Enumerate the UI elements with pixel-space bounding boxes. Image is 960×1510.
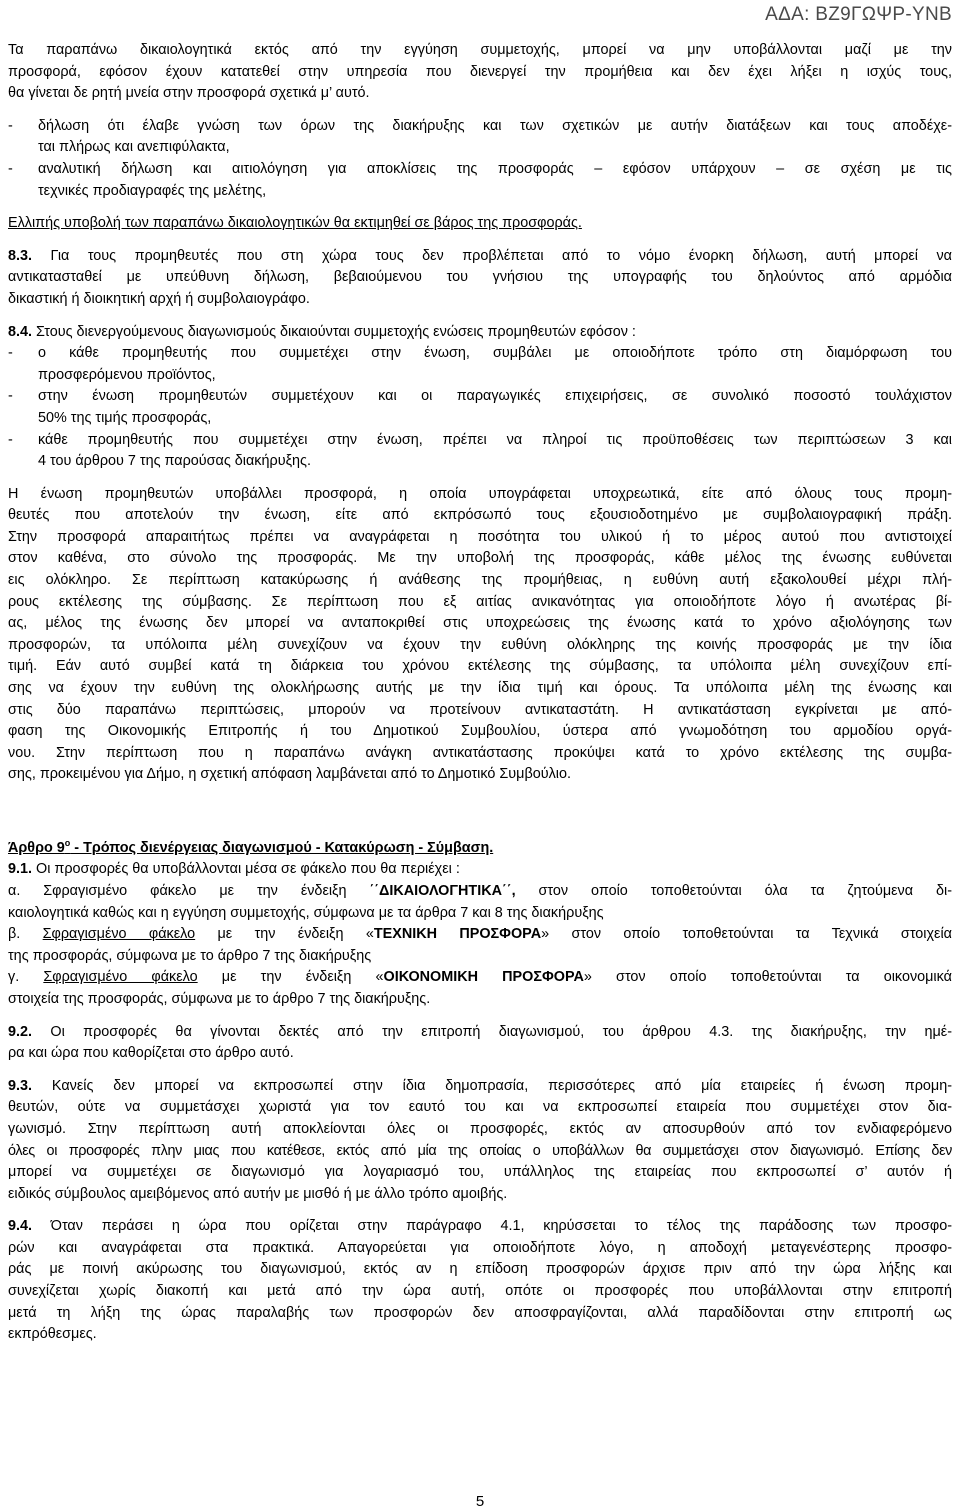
text-line: Κανείς δεν μπορεί να εκπροσωπεί στην ίδια δημοπρασία, περισσότερες από μία εταιρείες ή ένωση προμη-	[32, 1077, 952, 1094]
text-line: σης να έχουν την ευθύνη της ολοκλήρωσης αυτής με την ίδια τιμή και όρους. Τα υπόλοιπα μέλη της ένωσης και	[8, 680, 952, 697]
text-line: Οι προσφορές θα γίνονται δεκτές από την επιτροπή διαγωνισμού, του άρθρου 4.3. της διακήρυξης, την ημέ-	[32, 1023, 952, 1040]
text-line: φαση της Οικονομικής Επιτροπής ή του Δημοτικού Συμβουλίου, ύστερα από γνωμοδότηση του αρμοδίου οργά-	[8, 723, 952, 740]
ada-code: ΑΔΑ: ΒΖ9ΓΩΨΡ-ΥΝΒ	[765, 4, 952, 25]
text-line: προσφορών, τα υπόλοιπα μέλη συνεχίζουν να έχουν την ευθύνη ολόκληρης της κοινής προσφοράς με την ίδια	[8, 636, 952, 653]
section-9-4	[8, 1216, 952, 1346]
text-line: ράς με ποινή ακύρωσης του διαγωνισμού, εκτός αν η επίδοση προσφορών άρχισε πριν από την ώρα λήξης και	[8, 1261, 952, 1278]
section-number: 9.1.	[8, 861, 33, 878]
text-line: όλες οι προσφορές πλην μιας που κατέθεσε, εκτός από μία της οποίας ο υποβάλλων θα συμμετάσχει στον διαγωνισμό. Επίσης δεν	[8, 1142, 952, 1159]
text-line: ο κάθε προμηθευτής που συμμετέχει στην ένωση, συμβάλει με οποιοδήποτε τρόπο στη διαμόρφωση του	[38, 345, 952, 362]
section-number: 9.2.	[8, 1023, 33, 1040]
text-line: τεχνικές προδιαγραφές της μελέτης,	[38, 182, 267, 199]
section-number: 8.3.	[8, 247, 33, 264]
text-line: της προσφοράς, σύμφωνα με το άρθρο 7 της διακήρυξης	[8, 947, 372, 964]
union-paragraph	[8, 484, 952, 786]
article-title: Άρθρο $9^o$ - Τρόπος διενέργειας διαγωνισμού - Κατακύρωση - Σύμβαση.	[8, 838, 494, 856]
text-line: Τα παραπάνω δικαιολογητικά εκτός από την εγγύηση συμμετοχής, μπορεί να μην υποβάλλονται μαζί με την	[8, 42, 952, 58]
list-item	[8, 430, 952, 473]
section-9-3	[8, 1076, 952, 1206]
section-8-4	[8, 322, 952, 473]
text-line: Η ένωση προμηθευτών υποβάλλει προσφορά, η οποία υπογράφεται υποχρεωτικά, είτε από όλους τους προμη-	[8, 485, 952, 502]
list-item	[8, 116, 952, 159]
text-line: ειδικός σύμβουλος αμειβόμενος από αυτήν με μισθό ή με άλλο τρόπο αμοιβής.	[8, 1185, 508, 1202]
text-line: θευτών, ούτε να συμμετάσχει χωριστά για τον εαυτό του και να εκπροσωπεί εταιρεία που συμμετέχει στον δια-	[8, 1099, 952, 1116]
article-9	[8, 833, 952, 1346]
text-line: μετά τη λήξη της ώρας παραλαβής των προσφορών δεν αποσφραγίζονται, αλλά παραδίδονται στην επιτροπή ως	[8, 1304, 952, 1321]
text-line: γωνισμό. Στην περίπτωση αυτή αποκλείονται όλες οι προσφορές, εκτός αν αποσυρθούν από τον ενδιαφερόμενο	[8, 1120, 952, 1137]
text-line: στην ένωση προμηθευτών συμμετέχουν και οι παραγωγικές επιχειρήσεις, σε συνολικό ποσοστό τουλάχιστον	[38, 388, 952, 405]
intro-paragraph	[8, 40, 952, 105]
text-line: ρους εκτέλεσης της σύμβασης. Σε περίπτωση που εξ αιτίας ανικανότητας για οποιοδήποτε λόγο ή ανωτέρας βί-	[8, 593, 952, 610]
text-line: μπορεί να συμμετέχει σε διαγωνισμό για λογαριασμό του, υπάλληλος της εταιρείας που εκπροσωπεί σ’ αυτόν ή	[8, 1164, 952, 1181]
list-item	[8, 343, 952, 386]
text-line: προσφορά, εφόσον έχουν κατατεθεί στην υπηρεσία που διενεργεί την προμήθεια και δεν έχει λήξει η ισχύς τους,	[8, 63, 952, 80]
text-line: Όταν περάσει η ώρα που ορίζεται στην παράγραφο 4.1, κηρύσσεται το τέλος της παράδοσης των προσφο-	[32, 1218, 952, 1235]
list-item	[8, 159, 952, 202]
text-line: καιολογητικά καθώς και η εγγύηση συμμετοχής, σύμφωνα με τα άρθρα 7 και 8 της διακήρυξης	[8, 904, 604, 921]
text-line: στοιχεία της προσφοράς, σύμφωνα με το άρθρο 7 της διακήρυξης.	[8, 990, 431, 1007]
text-line: στον καθένα, στο σύνολο της προσφοράς. Με την υποβολή της προσφοράς, κάθε μέλος της ένωσης ευθύνεται	[8, 550, 952, 567]
section-number: 9.4.	[8, 1218, 33, 1235]
text-line: εκπρόθεσμες.	[8, 1326, 97, 1343]
list-item	[8, 386, 952, 429]
envelope-c: γ. Σφραγισμένο φάκελο με την ένδειξη «ΟΙΚΟΝΟΜΙΚΗ ΠΡΟΣΦΟΡΑ» στον οποίο τοποθετούνται τα οικονομικά	[8, 969, 952, 986]
list-dash: -	[8, 160, 13, 177]
text-line: ρα και ώρα που καθορίζεται στο άρθρο αυτό.	[8, 1045, 294, 1062]
declarations-list	[8, 116, 952, 202]
text-line: αναλυτική δήλωση και αιτιολόγηση για αποκλίσεις της προσφοράς – εφόσον υπάρχουν – σε σχέση με τις	[38, 160, 952, 177]
text-line: Οι προσφορές θα υποβάλλονται μέσα σε φάκελο που θα περιέχει :	[32, 861, 460, 878]
text-line: 50% της τιμής προσφοράς,	[38, 409, 212, 426]
text-line: προσφερόμενου προϊόντος,	[38, 366, 216, 383]
page-number: 5	[475, 1493, 485, 1510]
text-line: δικαστική ή διοικητική αρχή ή συμβολαιογράφο.	[8, 290, 310, 307]
section-number: 9.3.	[8, 1077, 33, 1094]
text-line: Στην προσφορά απαραιτήτως πρέπει να αναγράφεται η ποσότητα του υλικού ή το μέρος αυτού που αντιστοιχεί	[8, 528, 952, 545]
text-line: θευτές που αποτελούν την ένωση, είτε από εκπρόσωπό τους εξουσιοδοτημένο με συμβολαιογραφική πράξη.	[8, 507, 952, 524]
envelope-a: α. Σφραγισμένο φάκελο με την ένδειξη ΄΄ΔΙΚΑΙΟΛΟΓΗΤΙΚΑ΄΄, στον οποίο τοποθετούνται όλα τα ζητούμενα δι-	[8, 882, 952, 899]
text-line: νου. Στην περίπτωση που η παραπάνω ανάγκη αντικατάστασης προκύψει κατά το χρόνο εκτέλεσης της συμβα-	[8, 744, 952, 761]
list-dash: -	[8, 388, 13, 405]
incomplete-submission-note: Ελλιπής υποβολή των παραπάνω δικαιολογητικών θα εκτιμηθεί σε βάρος της προσφοράς.	[8, 215, 582, 232]
text-line: αντικατασταθεί με υπεύθυνη δήλωση, βεβαιούμενου του γνήσιου της υπογραφής του δηλούντος από αρμόδια	[8, 269, 952, 286]
document-page	[8, 40, 952, 1346]
list-dash: -	[8, 345, 13, 362]
text-line: ρών και αναγράφεται στα πρακτικά. Απαγορεύεται για οποιοδήποτε λόγο, η αποδοχή μεταγενέστερης προσφο-	[8, 1239, 952, 1256]
text-line: κάθε προμηθευτής που συμμετέχει στην ένωση, πρέπει να πληροί τις προϋποθέσεις των περιπτώσεων 3 και	[38, 431, 952, 448]
list-dash: -	[8, 431, 13, 448]
envelope-b: β. Σφραγισμένο φάκελο με την ένδειξη «ΤΕΧΝΙΚΗ ΠΡΟΣΦΟΡΑ» στον οποίο τοποθετούνται τα Τεχνικά στοιχεία	[8, 926, 952, 943]
text-line: θα γίνεται δε ρητή μνεία στην προσφορά σχετικά μ’ αυτό.	[8, 85, 370, 102]
text-line: τιμή. Εάν αυτό συμβεί κατά τη διάρκεια του χρόνου εκτέλεσης της σύμβασης, τα υπόλοιπα μέλη συνεχίζουν επί-	[8, 658, 952, 675]
text-line: στις δύο παραπάνω περιπτώσεις, μπορούν να προτείνουν αντικαταστάτη. Η αντικατάσταση εγκρίνεται με από-	[8, 701, 952, 718]
text-line: Για τους προμηθευτές που στη χώρα τους δεν προβλέπεται από το νόμο ένορκη δήλωση, αυτή μπορεί να	[50, 247, 952, 264]
text-line: σης, προκειμένου για Δήμο, η σχετική απόφαση λαμβάνεται από το Δημοτικό Συμβούλιο.	[8, 766, 571, 783]
section-8-3	[8, 246, 952, 311]
text-line: συνεχίζεται χωρίς διακοπή και μετά από την ώρα αυτή, οπότε οι προσφορές που υποβάλλονται στην επιτροπή	[8, 1283, 952, 1300]
section-intro: Στους διενεργούμενους διαγωνισμούς δικαιούνται συμμετοχής ενώσεις προμηθευτών εφόσον :	[36, 323, 636, 340]
text-line: ας, μέλος της ένωσης δεν μπορεί να ανταποκριθεί στις υποχρεώσεις της ένωσης κατά το χρόνο αξιολόγησης των	[8, 615, 952, 632]
section-9-2	[8, 1022, 952, 1065]
text-line: 4 του άρθρου 7 της παρούσας διακήρυξης.	[38, 453, 311, 470]
text-line: δήλωση ότι έλαβε γνώση των όρων της διακήρυξης και των σχετικών με αυτήν διατάξεων και τους αποδέχε-	[38, 117, 952, 134]
text-line: εις ολόκληρο. Σε περίπτωση κατακύρωσης ή ανάθεσης της προμήθειας, η ευθύνη αυτή εξακολουθεί μέχρι πλή-	[8, 572, 952, 589]
list-dash: -	[8, 117, 13, 134]
text-line: ται πλήρως και ανεπιφύλακτα,	[38, 139, 230, 156]
section-number: 8.4.	[8, 323, 33, 340]
